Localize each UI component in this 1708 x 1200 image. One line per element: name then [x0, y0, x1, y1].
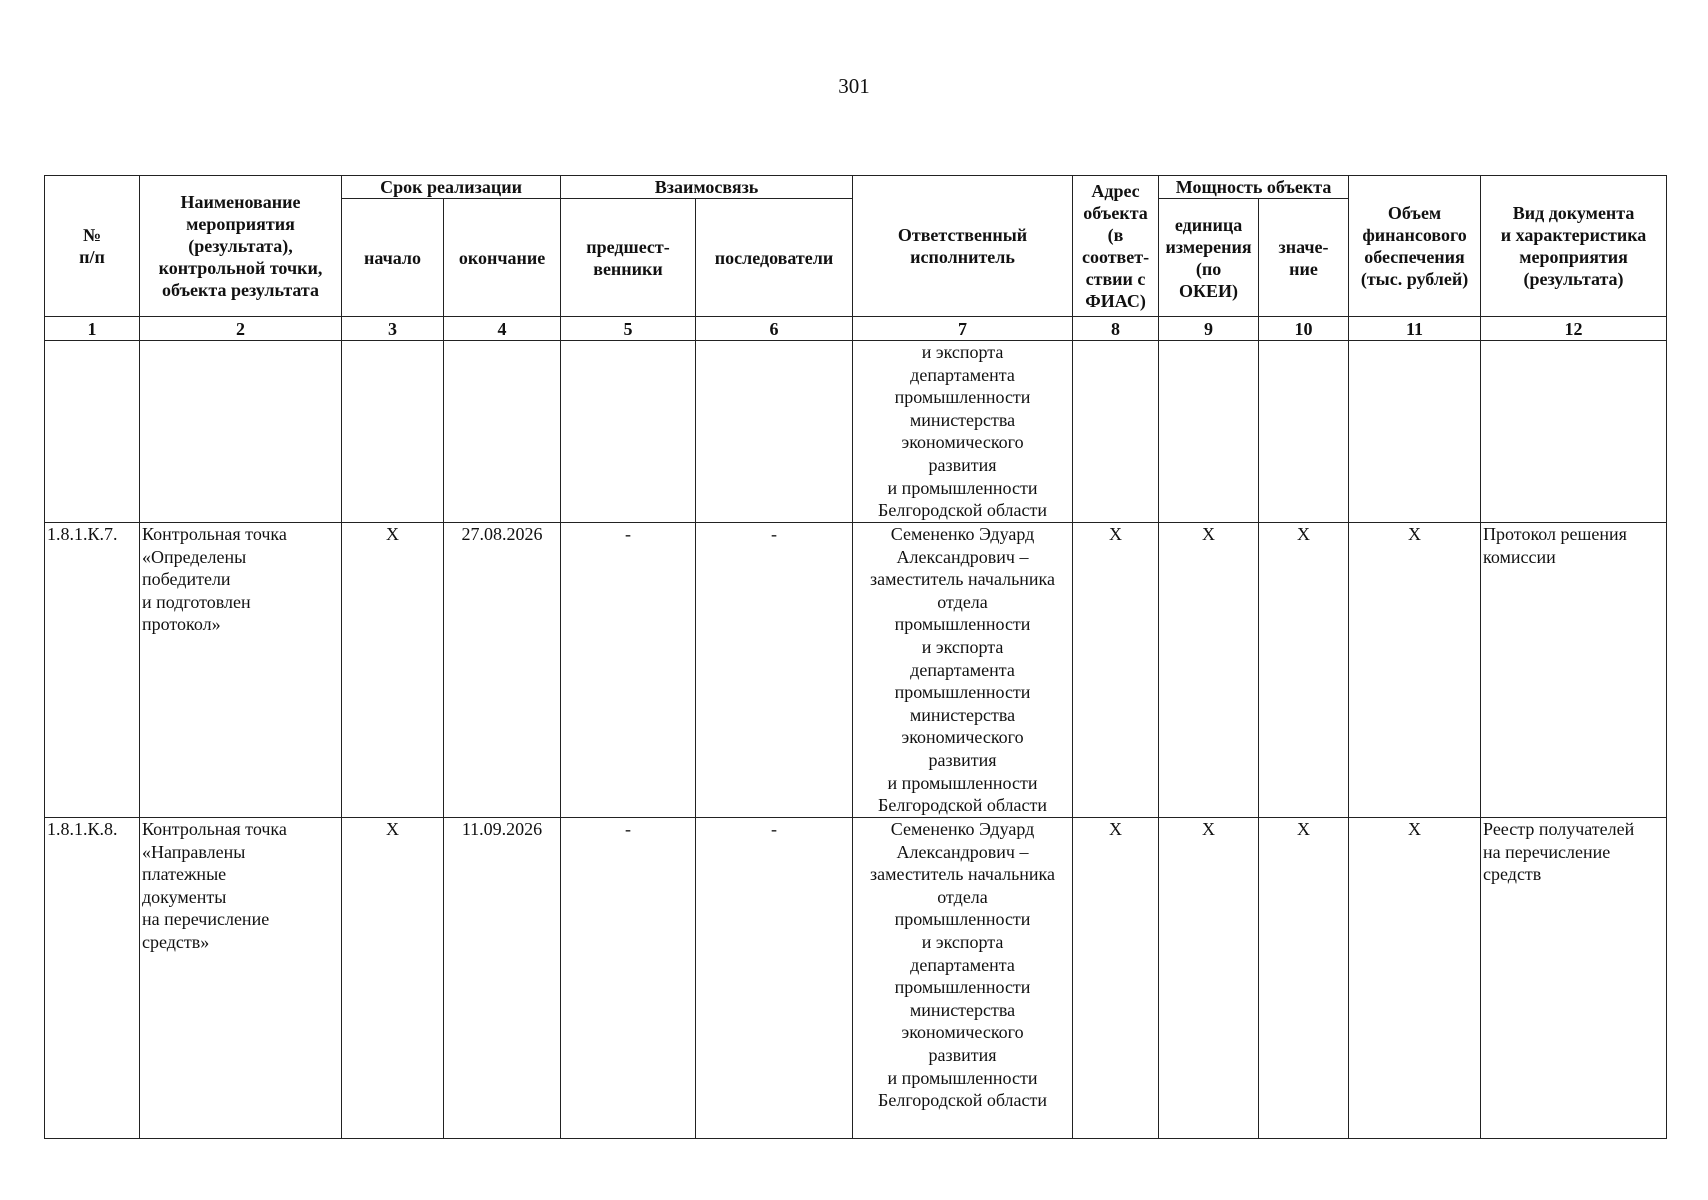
- cell-end: [444, 341, 561, 523]
- cell-value: Х: [1259, 818, 1349, 1139]
- column-number-row: [45, 317, 1667, 341]
- header-document: Вид документа и характеристика мероприятия (результата): [1481, 176, 1667, 317]
- column-number: 11: [1349, 317, 1481, 341]
- cell-financing: Х: [1349, 818, 1481, 1139]
- header-successors: последователи: [696, 199, 853, 317]
- page-number: 301: [838, 74, 870, 98]
- cell-num: 1.8.1.К.8.: [45, 818, 140, 1139]
- column-number: 3: [342, 317, 444, 341]
- cell-address: [1073, 341, 1159, 523]
- header-predecessors: предшест- венники: [561, 199, 696, 317]
- cell-predecessors: -: [561, 818, 696, 1139]
- column-number: 6: [696, 317, 853, 341]
- cell-address: Х: [1073, 818, 1159, 1139]
- header-financing: Объем финансового обеспечения (тыс. рублей): [1349, 176, 1481, 317]
- cell-start: Х: [342, 818, 444, 1139]
- cell-value: [1259, 341, 1349, 523]
- cell-name: Контрольная точка «Определены победители и подготовлен протокол»: [140, 523, 342, 818]
- cell-unit: Х: [1159, 523, 1259, 818]
- cell-responsible: Семененко Эдуард Александрович – заместитель начальника отдела промышленности и экспорта департамента промышленности министерства экономического развития и промышленности Белгородской области: [853, 818, 1073, 1139]
- cell-document: Реестр получателей на перечисление средств: [1481, 818, 1667, 1139]
- plan-table: [44, 175, 1667, 1139]
- column-number: 2: [140, 317, 342, 341]
- cell-successors: -: [696, 523, 853, 818]
- cell-name: [140, 341, 342, 523]
- header-num: № п/п: [45, 176, 140, 317]
- header-address: Адрес объекта (в соответ- ствии с ФИАС): [1073, 176, 1159, 317]
- table-row: [45, 523, 1667, 818]
- column-number: 7: [853, 317, 1073, 341]
- cell-name: Контрольная точка «Направлены платежные документы на перечисление средств»: [140, 818, 342, 1139]
- cell-unit: [1159, 341, 1259, 523]
- cell-end: 11.09.2026: [444, 818, 561, 1139]
- column-number: 8: [1073, 317, 1159, 341]
- cell-address: Х: [1073, 523, 1159, 818]
- header-power: Мощность объекта: [1159, 176, 1349, 199]
- cell-unit: Х: [1159, 818, 1259, 1139]
- header-term: Срок реализации: [342, 176, 561, 199]
- cell-financing: [1349, 341, 1481, 523]
- cell-financing: Х: [1349, 523, 1481, 818]
- cell-end: 27.08.2026: [444, 523, 561, 818]
- cell-start: [342, 341, 444, 523]
- column-number: 5: [561, 317, 696, 341]
- cell-predecessors: [561, 341, 696, 523]
- cell-predecessors: -: [561, 523, 696, 818]
- header-responsible: Ответственный исполнитель: [853, 176, 1073, 317]
- table-row: [45, 341, 1667, 523]
- cell-document: [1481, 341, 1667, 523]
- table-row: [45, 818, 1667, 1139]
- cell-successors: [696, 341, 853, 523]
- column-number: 10: [1259, 317, 1349, 341]
- cell-responsible: и экспорта департамента промышленности министерства экономического развития и промышленности Белгородской области: [853, 341, 1073, 523]
- cell-successors: -: [696, 818, 853, 1139]
- column-number: 9: [1159, 317, 1259, 341]
- column-number: 4: [444, 317, 561, 341]
- header-name: Наименование мероприятия (результата), контрольной точки, объекта результата: [140, 176, 342, 317]
- header-start: начало: [342, 199, 444, 317]
- column-number: 12: [1481, 317, 1667, 341]
- cell-responsible: Семененко Эдуард Александрович – заместитель начальника отдела промышленности и экспорта департамента промышленности министерства экономического развития и промышленности Белгородской области: [853, 523, 1073, 818]
- header-link: Взаимосвязь: [561, 176, 853, 199]
- header-end: окончание: [444, 199, 561, 317]
- column-number: 1: [45, 317, 140, 341]
- cell-start: Х: [342, 523, 444, 818]
- cell-document: Протокол решения комиссии: [1481, 523, 1667, 818]
- cell-num: [45, 341, 140, 523]
- header-value: значе- ние: [1259, 199, 1349, 317]
- cell-value: Х: [1259, 523, 1349, 818]
- header-unit: единица измерения (по ОКЕИ): [1159, 199, 1259, 317]
- cell-num: 1.8.1.К.7.: [45, 523, 140, 818]
